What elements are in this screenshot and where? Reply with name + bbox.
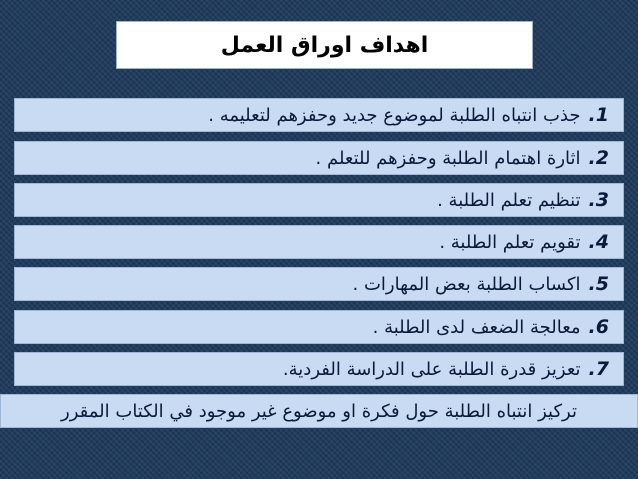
item-text: تقويم تعلم الطلبة . xyxy=(439,231,581,253)
item-number: 4. xyxy=(588,231,609,253)
slide-title: اهداف اوراق العمل xyxy=(220,32,429,58)
objective-item-5 xyxy=(14,267,624,301)
objective-item-3 xyxy=(14,183,624,217)
item-number: 5. xyxy=(588,273,609,295)
item-text: تركيز انتباه الطلبة حول فكرة او موضوع غير موجود في الكتاب المقرر xyxy=(61,400,577,422)
item-number: 6. xyxy=(588,316,609,338)
objective-item-1 xyxy=(14,98,624,132)
objective-item-2 xyxy=(14,141,624,175)
item-number: 2. xyxy=(588,147,609,169)
item-text: جذب انتباه الطلبة لموضوع جديد وحفزهم لتعليمه . xyxy=(208,104,581,126)
objective-item-6 xyxy=(14,310,624,344)
item-text: اثارة اهتمام الطلبة وحفزهم للتعلم . xyxy=(315,147,581,169)
item-number: 7. xyxy=(588,358,609,380)
item-text: تعزيز قدرة الطلبة على الدراسة الفردية. xyxy=(282,358,581,380)
objective-item-4 xyxy=(14,225,624,259)
objective-item-8 xyxy=(0,394,638,428)
item-number: 1. xyxy=(588,104,609,126)
slide-title-box xyxy=(116,21,533,69)
item-text: معالجة الضعف لدى الطلبة . xyxy=(372,316,581,338)
item-number: 3. xyxy=(588,189,609,211)
item-text: تنظيم تعلم الطلبة . xyxy=(437,189,581,211)
objective-item-7 xyxy=(14,352,624,386)
item-text: اكساب الطلبة بعض المهارات . xyxy=(352,273,581,295)
